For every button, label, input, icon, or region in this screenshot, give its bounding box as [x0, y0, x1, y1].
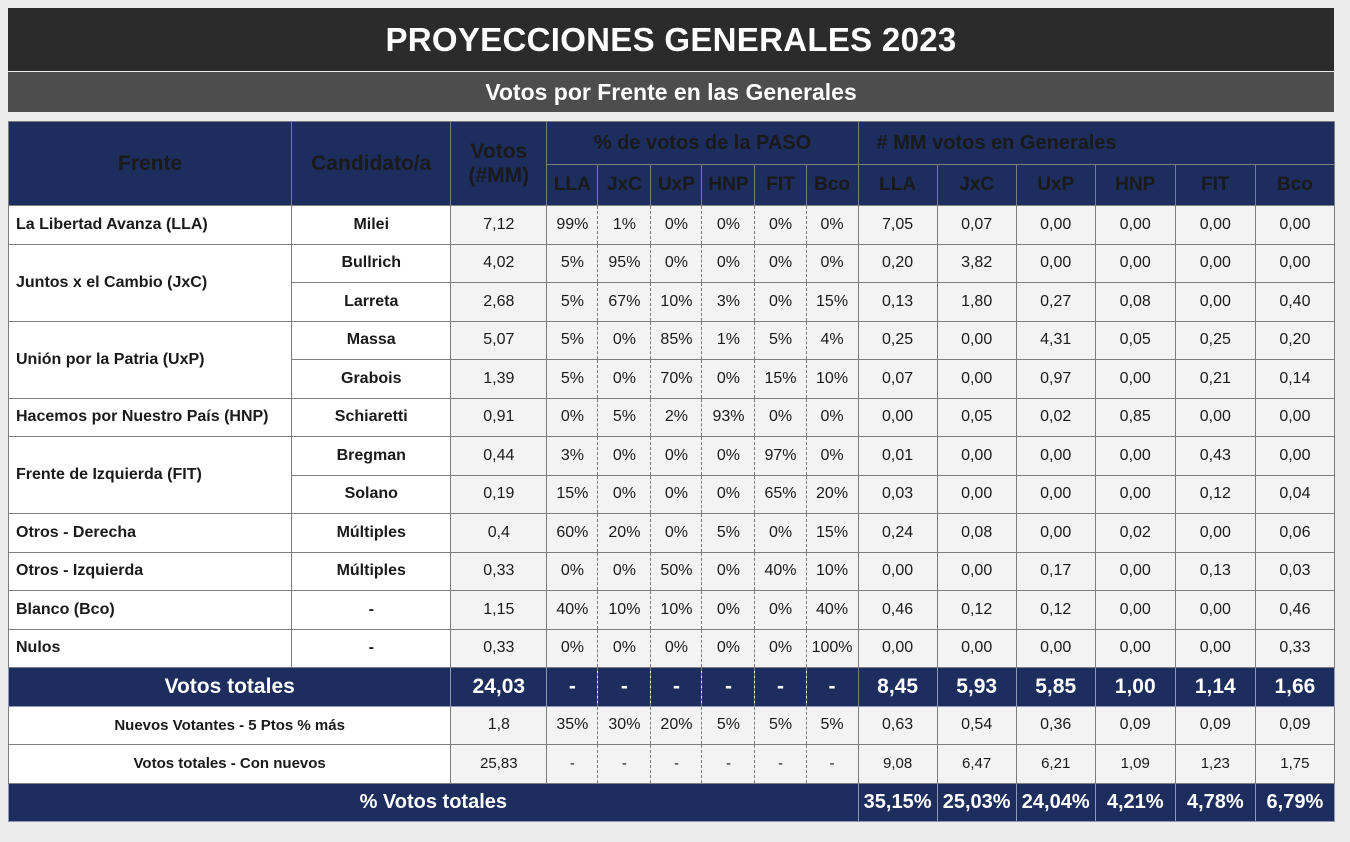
- nuevos-paso-uxp: 20%: [651, 706, 702, 745]
- header-gen-fit: FIT: [1175, 165, 1255, 206]
- votos-cell: 0,33: [451, 552, 547, 591]
- paso-cell-fit: 65%: [755, 475, 806, 514]
- nuevos-paso-bco: 5%: [806, 706, 858, 745]
- gen-cell-uxp: 0,00: [1016, 514, 1095, 553]
- gen-cell-lla: 0,07: [858, 360, 937, 399]
- paso-cell-hnp: 5%: [702, 514, 755, 553]
- gen-cell-uxp: 0,12: [1016, 591, 1095, 630]
- pct-votos-totales-row: [9, 783, 1335, 821]
- votos-cell: 5,07: [451, 321, 547, 360]
- paso-cell-fit: 15%: [755, 360, 806, 399]
- paso-cell-lla: 5%: [547, 321, 598, 360]
- totals-gen-jxc: 5,93: [937, 668, 1016, 707]
- paso-cell-jxc: 0%: [598, 437, 651, 476]
- gen-cell-uxp: 0,00: [1016, 475, 1095, 514]
- gen-cell-hnp: 0,00: [1095, 360, 1175, 399]
- totals-gen-uxp: 5,85: [1016, 668, 1095, 707]
- gen-cell-fit: 0,00: [1175, 206, 1255, 245]
- paso-cell-uxp: 0%: [651, 514, 702, 553]
- gen-cell-bco: 0,00: [1255, 244, 1334, 283]
- header-paso-group: % de votos de la PASO: [547, 122, 858, 165]
- gen-cell-fit: 0,00: [1175, 591, 1255, 630]
- paso-cell-hnp: 0%: [702, 629, 755, 668]
- gen-cell-hnp: 0,02: [1095, 514, 1175, 553]
- paso-cell-bco: 0%: [806, 244, 858, 283]
- votos-cell: 0,4: [451, 514, 547, 553]
- header-paso-bco: Bco: [806, 165, 858, 206]
- con-nuevos-paso-bco: -: [806, 745, 858, 784]
- candidato-cell: -: [292, 591, 451, 630]
- table-row: [9, 514, 1335, 553]
- paso-cell-uxp: 50%: [651, 552, 702, 591]
- gen-cell-hnp: 0,00: [1095, 206, 1175, 245]
- paso-cell-uxp: 0%: [651, 629, 702, 668]
- paso-cell-bco: 15%: [806, 514, 858, 553]
- header-paso-uxp: UxP: [651, 165, 702, 206]
- header-frente: Frente: [9, 122, 292, 206]
- totals-gen-bco: 1,66: [1255, 668, 1334, 707]
- nuevos-gen-uxp: 0,36: [1016, 706, 1095, 745]
- paso-cell-lla: 0%: [547, 552, 598, 591]
- votos-cell: 0,44: [451, 437, 547, 476]
- header-gen-lla: LLA: [858, 165, 937, 206]
- gen-cell-lla: 7,05: [858, 206, 937, 245]
- gen-cell-lla: 0,20: [858, 244, 937, 283]
- paso-cell-uxp: 10%: [651, 591, 702, 630]
- candidato-cell: Grabois: [292, 360, 451, 399]
- votos-cell: 1,15: [451, 591, 547, 630]
- header-paso-fit: FIT: [755, 165, 806, 206]
- paso-cell-uxp: 0%: [651, 437, 702, 476]
- paso-cell-bco: 0%: [806, 206, 858, 245]
- gen-cell-bco: 0,14: [1255, 360, 1334, 399]
- paso-cell-hnp: 0%: [702, 244, 755, 283]
- gen-cell-hnp: 0,00: [1095, 629, 1175, 668]
- header-votos-line2: (#MM): [468, 163, 530, 187]
- frente-cell: Blanco (Bco): [9, 591, 292, 630]
- paso-cell-jxc: 0%: [598, 360, 651, 399]
- frente-cell: Frente de Izquierda (FIT): [9, 437, 292, 514]
- con-nuevos-paso-uxp: -: [651, 745, 702, 784]
- paso-cell-fit: 0%: [755, 283, 806, 322]
- frente-cell: Otros - Derecha: [9, 514, 292, 553]
- gen-cell-bco: 0,00: [1255, 437, 1334, 476]
- header-votos-line1: Votos: [470, 139, 528, 163]
- pct-totales-gen-fit: 4,78%: [1175, 783, 1255, 821]
- gen-cell-bco: 0,03: [1255, 552, 1334, 591]
- nuevos-gen-lla: 0,63: [858, 706, 937, 745]
- gen-cell-jxc: 0,00: [937, 360, 1016, 399]
- paso-cell-uxp: 2%: [651, 398, 702, 437]
- paso-cell-jxc: 95%: [598, 244, 651, 283]
- table-row: [9, 244, 1335, 283]
- con-nuevos-votos: 25,83: [451, 745, 547, 784]
- gen-cell-fit: 0,00: [1175, 398, 1255, 437]
- paso-cell-lla: 5%: [547, 283, 598, 322]
- con-nuevos-gen-uxp: 6,21: [1016, 745, 1095, 784]
- gen-cell-lla: 0,46: [858, 591, 937, 630]
- paso-cell-jxc: 10%: [598, 591, 651, 630]
- paso-cell-bco: 0%: [806, 437, 858, 476]
- votos-con-nuevos-row: [9, 745, 1335, 784]
- totals-gen-hnp: 1,00: [1095, 668, 1175, 707]
- table-row: [9, 591, 1335, 630]
- nuevos-gen-fit: 0,09: [1175, 706, 1255, 745]
- header-gen-uxp: UxP: [1016, 165, 1095, 206]
- gen-cell-bco: 0,04: [1255, 475, 1334, 514]
- gen-cell-hnp: 0,00: [1095, 591, 1175, 630]
- gen-cell-lla: 0,13: [858, 283, 937, 322]
- gen-cell-fit: 0,00: [1175, 244, 1255, 283]
- gen-cell-hnp: 0,08: [1095, 283, 1175, 322]
- table-row: [9, 552, 1335, 591]
- header-gen-hnp: HNP: [1095, 165, 1175, 206]
- gen-cell-uxp: 0,17: [1016, 552, 1095, 591]
- nuevos-paso-jxc: 30%: [598, 706, 651, 745]
- totals-gen-lla: 8,45: [858, 668, 937, 707]
- paso-cell-bco: 40%: [806, 591, 858, 630]
- frente-cell: Otros - Izquierda: [9, 552, 292, 591]
- table-row: [9, 206, 1335, 245]
- gen-cell-bco: 0,40: [1255, 283, 1334, 322]
- frente-cell: Juntos x el Cambio (JxC): [9, 244, 292, 321]
- pct-totales-label: % Votos totales: [9, 783, 859, 821]
- gen-cell-uxp: 0,02: [1016, 398, 1095, 437]
- gen-cell-fit: 0,00: [1175, 283, 1255, 322]
- paso-cell-lla: 5%: [547, 244, 598, 283]
- gen-cell-lla: 0,00: [858, 629, 937, 668]
- votos-cell: 2,68: [451, 283, 547, 322]
- paso-cell-fit: 0%: [755, 514, 806, 553]
- paso-cell-jxc: 0%: [598, 629, 651, 668]
- gen-cell-hnp: 0,00: [1095, 244, 1175, 283]
- paso-cell-lla: 40%: [547, 591, 598, 630]
- gen-cell-jxc: 0,12: [937, 591, 1016, 630]
- totals-paso-hnp: -: [702, 668, 755, 707]
- votos-cell: 0,33: [451, 629, 547, 668]
- candidato-cell: Schiaretti: [292, 398, 451, 437]
- pct-totales-gen-uxp: 24,04%: [1016, 783, 1095, 821]
- totals-paso-lla: -: [547, 668, 598, 707]
- paso-cell-fit: 0%: [755, 591, 806, 630]
- paso-cell-lla: 15%: [547, 475, 598, 514]
- gen-cell-lla: 0,24: [858, 514, 937, 553]
- header-gen-jxc: JxC: [937, 165, 1016, 206]
- paso-cell-fit: 40%: [755, 552, 806, 591]
- gen-cell-jxc: 0,00: [937, 437, 1016, 476]
- votos-cell: 4,02: [451, 244, 547, 283]
- gen-cell-uxp: 0,97: [1016, 360, 1095, 399]
- pct-totales-gen-hnp: 4,21%: [1095, 783, 1175, 821]
- gen-cell-uxp: 0,00: [1016, 206, 1095, 245]
- paso-cell-bco: 15%: [806, 283, 858, 322]
- gen-cell-jxc: 0,00: [937, 475, 1016, 514]
- gen-cell-uxp: 0,00: [1016, 244, 1095, 283]
- gen-cell-jxc: 0,00: [937, 629, 1016, 668]
- paso-cell-hnp: 3%: [702, 283, 755, 322]
- candidato-cell: -: [292, 629, 451, 668]
- projections-table: [8, 121, 1335, 822]
- totals-paso-uxp: -: [651, 668, 702, 707]
- gen-cell-uxp: 0,27: [1016, 283, 1095, 322]
- gen-cell-hnp: 0,00: [1095, 437, 1175, 476]
- con-nuevos-paso-fit: -: [755, 745, 806, 784]
- paso-cell-jxc: 67%: [598, 283, 651, 322]
- paso-cell-hnp: 0%: [702, 206, 755, 245]
- paso-cell-uxp: 0%: [651, 244, 702, 283]
- table-row: [9, 437, 1335, 476]
- con-nuevos-gen-jxc: 6,47: [937, 745, 1016, 784]
- candidato-cell: Milei: [292, 206, 451, 245]
- totals-gen-fit: 1,14: [1175, 668, 1255, 707]
- frente-cell: Unión por la Patria (UxP): [9, 321, 292, 398]
- gen-cell-jxc: 0,08: [937, 514, 1016, 553]
- gen-cell-hnp: 0,00: [1095, 552, 1175, 591]
- gen-cell-bco: 0,33: [1255, 629, 1334, 668]
- con-nuevos-paso-lla: -: [547, 745, 598, 784]
- paso-cell-bco: 100%: [806, 629, 858, 668]
- paso-cell-uxp: 85%: [651, 321, 702, 360]
- paso-cell-fit: 0%: [755, 629, 806, 668]
- totals-paso-jxc: -: [598, 668, 651, 707]
- frente-cell: Hacemos por Nuestro País (HNP): [9, 398, 292, 437]
- totals-paso-bco: -: [806, 668, 858, 707]
- gen-cell-jxc: 0,07: [937, 206, 1016, 245]
- candidato-cell: Bregman: [292, 437, 451, 476]
- votos-cell: 7,12: [451, 206, 547, 245]
- header-votos: [451, 122, 547, 206]
- header-generales-group: # MM votos en Generales: [858, 122, 1334, 165]
- paso-cell-uxp: 10%: [651, 283, 702, 322]
- paso-cell-uxp: 0%: [651, 206, 702, 245]
- gen-cell-hnp: 0,05: [1095, 321, 1175, 360]
- paso-cell-hnp: 0%: [702, 552, 755, 591]
- candidato-cell: Múltiples: [292, 514, 451, 553]
- nuevos-gen-jxc: 0,54: [937, 706, 1016, 745]
- header-candidato: Candidato/a: [292, 122, 451, 206]
- totals-label: Votos totales: [9, 668, 451, 707]
- con-nuevos-gen-lla: 9,08: [858, 745, 937, 784]
- gen-cell-bco: 0,06: [1255, 514, 1334, 553]
- paso-cell-hnp: 1%: [702, 321, 755, 360]
- con-nuevos-gen-bco: 1,75: [1255, 745, 1334, 784]
- paso-cell-hnp: 0%: [702, 437, 755, 476]
- gen-cell-lla: 0,03: [858, 475, 937, 514]
- table-row: [9, 629, 1335, 668]
- votos-cell: 1,39: [451, 360, 547, 399]
- paso-cell-jxc: 0%: [598, 321, 651, 360]
- nuevos-votantes-row: [9, 706, 1335, 745]
- paso-cell-jxc: 5%: [598, 398, 651, 437]
- gen-cell-jxc: 1,80: [937, 283, 1016, 322]
- paso-cell-lla: 99%: [547, 206, 598, 245]
- table-row: [9, 398, 1335, 437]
- nuevos-paso-lla: 35%: [547, 706, 598, 745]
- paso-cell-fit: 0%: [755, 398, 806, 437]
- gen-cell-fit: 0,21: [1175, 360, 1255, 399]
- gen-cell-jxc: 0,05: [937, 398, 1016, 437]
- nuevos-votos: 1,8: [451, 706, 547, 745]
- paso-cell-bco: 0%: [806, 398, 858, 437]
- paso-cell-lla: 0%: [547, 629, 598, 668]
- gen-cell-uxp: 4,31: [1016, 321, 1095, 360]
- header-paso-hnp: HNP: [702, 165, 755, 206]
- paso-cell-jxc: 1%: [598, 206, 651, 245]
- nuevos-label: Nuevos Votantes - 5 Ptos % más: [9, 706, 451, 745]
- paso-cell-lla: 5%: [547, 360, 598, 399]
- paso-cell-bco: 4%: [806, 321, 858, 360]
- con-nuevos-paso-hnp: -: [702, 745, 755, 784]
- paso-cell-jxc: 20%: [598, 514, 651, 553]
- con-nuevos-gen-hnp: 1,09: [1095, 745, 1175, 784]
- gen-cell-lla: 0,01: [858, 437, 937, 476]
- gen-cell-fit: 0,00: [1175, 514, 1255, 553]
- candidato-cell: Massa: [292, 321, 451, 360]
- gen-cell-jxc: 3,82: [937, 244, 1016, 283]
- nuevos-gen-bco: 0,09: [1255, 706, 1334, 745]
- paso-cell-fit: 97%: [755, 437, 806, 476]
- votos-cell: 0,19: [451, 475, 547, 514]
- header-paso-jxc: JxC: [598, 165, 651, 206]
- paso-cell-uxp: 70%: [651, 360, 702, 399]
- con-nuevos-label: Votos totales - Con nuevos: [9, 745, 451, 784]
- candidato-cell: Bullrich: [292, 244, 451, 283]
- gen-cell-bco: 0,00: [1255, 206, 1334, 245]
- frente-cell: Nulos: [9, 629, 292, 668]
- totals-row: [9, 668, 1335, 707]
- gen-cell-bco: 0,00: [1255, 398, 1334, 437]
- pct-totales-gen-jxc: 25,03%: [937, 783, 1016, 821]
- gen-cell-fit: 0,13: [1175, 552, 1255, 591]
- paso-cell-jxc: 0%: [598, 475, 651, 514]
- candidato-cell: Solano: [292, 475, 451, 514]
- gen-cell-fit: 0,00: [1175, 629, 1255, 668]
- gen-cell-hnp: 0,85: [1095, 398, 1175, 437]
- paso-cell-bco: 10%: [806, 360, 858, 399]
- paso-cell-jxc: 0%: [598, 552, 651, 591]
- candidato-cell: Múltiples: [292, 552, 451, 591]
- paso-cell-bco: 20%: [806, 475, 858, 514]
- paso-cell-lla: 0%: [547, 398, 598, 437]
- paso-cell-hnp: 0%: [702, 591, 755, 630]
- paso-cell-hnp: 93%: [702, 398, 755, 437]
- gen-cell-fit: 0,25: [1175, 321, 1255, 360]
- gen-cell-bco: 0,46: [1255, 591, 1334, 630]
- paso-cell-uxp: 0%: [651, 475, 702, 514]
- paso-cell-lla: 3%: [547, 437, 598, 476]
- pct-totales-gen-bco: 6,79%: [1255, 783, 1334, 821]
- gen-cell-lla: 0,00: [858, 398, 937, 437]
- page-title: PROYECCIONES GENERALES 2023: [8, 8, 1334, 71]
- gen-cell-jxc: 0,00: [937, 321, 1016, 360]
- paso-cell-fit: 5%: [755, 321, 806, 360]
- gen-cell-bco: 0,20: [1255, 321, 1334, 360]
- paso-cell-lla: 60%: [547, 514, 598, 553]
- nuevos-gen-hnp: 0,09: [1095, 706, 1175, 745]
- header-gen-bco: Bco: [1255, 165, 1334, 206]
- totals-votos: 24,03: [451, 668, 547, 707]
- paso-cell-fit: 0%: [755, 244, 806, 283]
- con-nuevos-gen-fit: 1,23: [1175, 745, 1255, 784]
- frente-cell: La Libertad Avanza (LLA): [9, 206, 292, 245]
- paso-cell-bco: 10%: [806, 552, 858, 591]
- pct-totales-gen-lla: 35,15%: [858, 783, 937, 821]
- nuevos-paso-hnp: 5%: [702, 706, 755, 745]
- gen-cell-uxp: 0,00: [1016, 437, 1095, 476]
- candidato-cell: Larreta: [292, 283, 451, 322]
- paso-cell-hnp: 0%: [702, 360, 755, 399]
- paso-cell-fit: 0%: [755, 206, 806, 245]
- paso-cell-hnp: 0%: [702, 475, 755, 514]
- totals-paso-fit: -: [755, 668, 806, 707]
- gen-cell-uxp: 0,00: [1016, 629, 1095, 668]
- nuevos-paso-fit: 5%: [755, 706, 806, 745]
- page-subtitle: Votos por Frente en las Generales: [8, 72, 1334, 112]
- gen-cell-lla: 0,25: [858, 321, 937, 360]
- gen-cell-jxc: 0,00: [937, 552, 1016, 591]
- con-nuevos-paso-jxc: -: [598, 745, 651, 784]
- gen-cell-fit: 0,12: [1175, 475, 1255, 514]
- gen-cell-lla: 0,00: [858, 552, 937, 591]
- gen-cell-hnp: 0,00: [1095, 475, 1175, 514]
- table-row: [9, 321, 1335, 360]
- header-paso-lla: LLA: [547, 165, 598, 206]
- votos-cell: 0,91: [451, 398, 547, 437]
- gen-cell-fit: 0,43: [1175, 437, 1255, 476]
